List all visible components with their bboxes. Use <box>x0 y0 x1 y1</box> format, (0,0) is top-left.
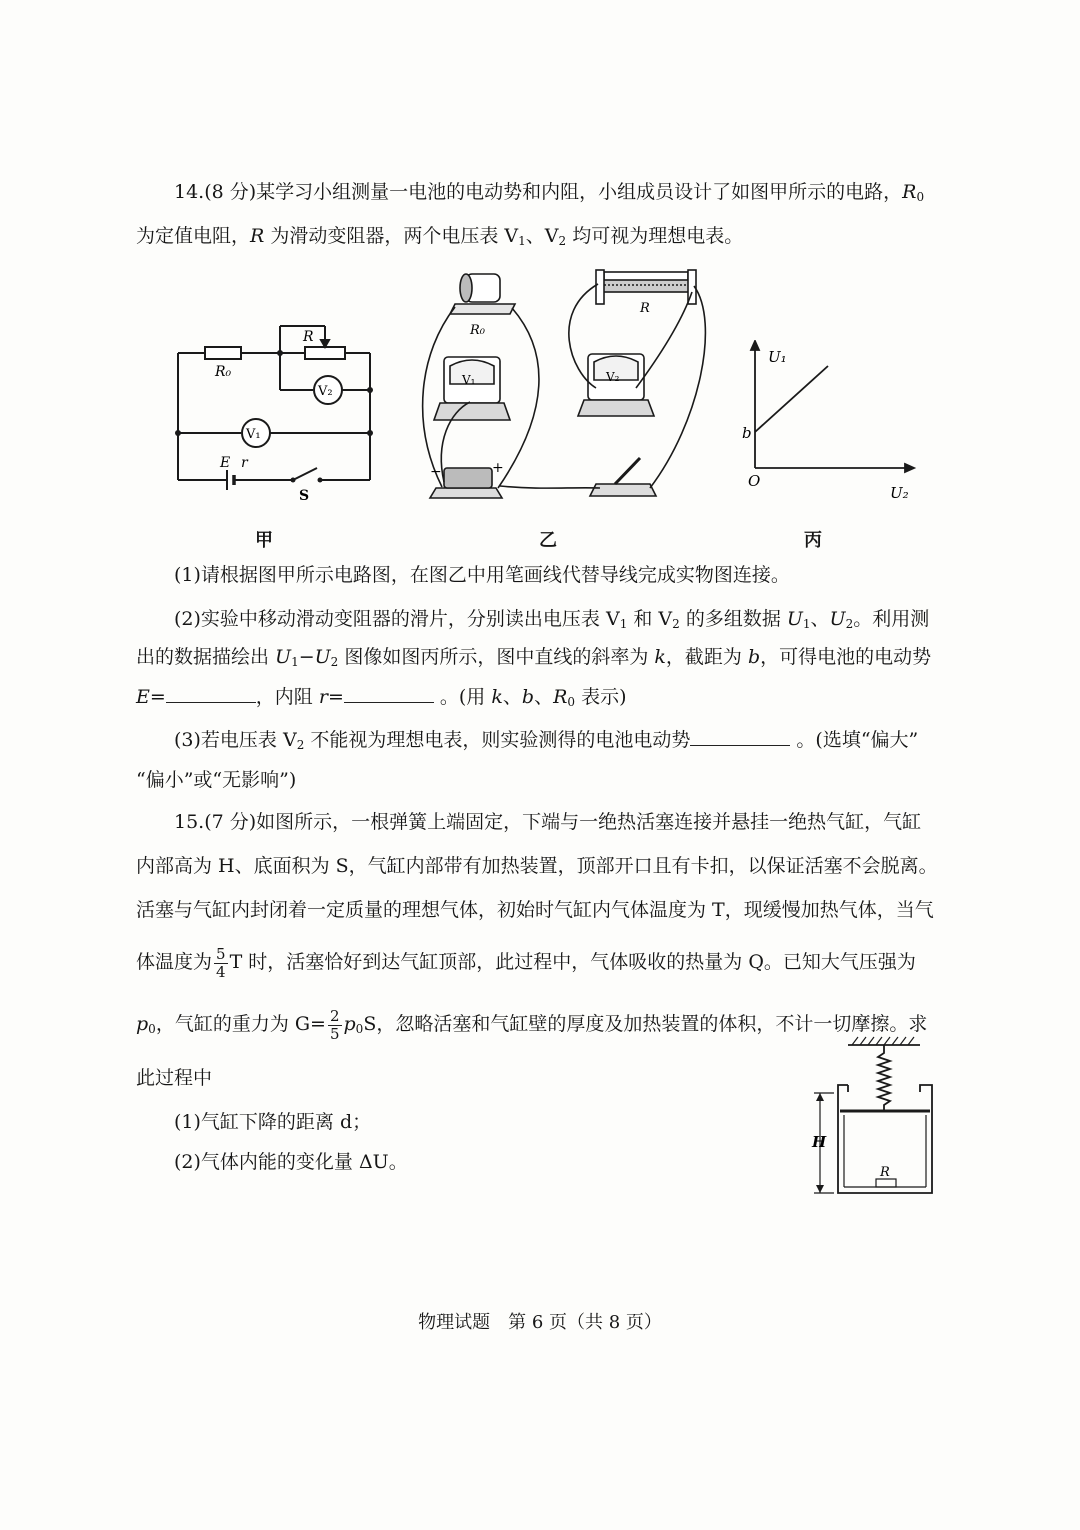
q15-stem-line3: 活塞与气缸内封闭着一定质量的理想气体，初始时气缸内气体温度为 T，现缓慢加热气体，当气 <box>136 899 934 921</box>
caption-yi: 乙 <box>539 530 557 551</box>
label-yi-r: R <box>640 301 650 316</box>
label-e: E <box>220 455 231 471</box>
graph-bing <box>740 340 920 510</box>
circuit-diagram-jia <box>165 310 385 510</box>
caption-jia: 甲 <box>255 530 273 551</box>
label-s: S <box>299 488 310 504</box>
label-yi-v1: V₁ <box>462 373 476 387</box>
q15-part1: (1)气缸下降的距离 d； <box>174 1111 372 1133</box>
q15-stem-line1: 15.(7 分)如图所示，一根弹簧上端固定，下端与一绝热活塞连接并悬挂一绝热气缸，气缸 <box>174 811 922 833</box>
q15-stem-line2: 内部高为 H、底面积为 S，气缸内部带有加热装置，顶部开口且有卡扣，以保证活塞不会脱离。 <box>136 855 938 877</box>
label-small-r: r <box>241 455 248 471</box>
q14-stem-line2: 为定值电阻，R 为滑动变阻器，两个电压表 $V_1$、$V_2$ 均可视为理想电表。 <box>136 225 744 248</box>
label-v2: V₂ <box>318 384 333 399</box>
q15-part2: (2)气体内能的变化量 ΔU。 <box>174 1151 408 1173</box>
label-u1: U₁ <box>768 348 787 366</box>
q14-part3-line2: “偏小”或“无影响”) <box>136 769 297 791</box>
label-o: O <box>748 472 761 490</box>
q14-part1: (1)请根据图甲所示电路图，在图乙中用笔画线代替导线完成实物图连接。 <box>174 564 790 586</box>
label-yi-r0: R₀ <box>470 323 485 338</box>
q14-part2-line3: E= ，内阻 r= 。(用 k、b、$R_0$ 表示) <box>136 686 627 709</box>
label-yi-v2: V₂ <box>606 370 620 384</box>
answer-blank-r[interactable] <box>344 684 434 703</box>
q14-part3-line1: (3)若电压表 $V_2$ 不能视为理想电表，则实验测得的电池电动势 。(选填“偏大” <box>174 729 919 752</box>
label-u2: U₂ <box>890 484 909 502</box>
label-yi-plus: + <box>492 460 504 476</box>
caption-bing: 丙 <box>804 530 822 551</box>
cylinder-figure <box>808 1035 958 1205</box>
q14-stem-line1: 14.(8 分)某学习小组测量一电池的电动势和内阻，小组成员设计了如图甲所示的电路，$R_0$ <box>174 181 925 204</box>
label-b: b <box>742 424 752 442</box>
label-yi-minus: − <box>430 464 442 480</box>
page-footer: 物理试题 第 6 页（共 8 页） <box>418 1312 662 1333</box>
q15-stem-line4: 体温度为 $\frac{5}{4}$ T 时，活塞恰好到达气缸顶部，此过程中，气体吸收的热量为 Q。已知大气压强为 <box>136 944 916 981</box>
answer-blank-emf-bias[interactable] <box>690 727 790 746</box>
answer-blank-e[interactable] <box>166 684 256 703</box>
q14-part2-line1: (2)实验中移动滑动变阻器的滑片，分别读出电压表 $V_1$ 和 $V_2$ 的多组数据 $U_1$、$U_2$。利用测 <box>174 608 930 631</box>
q14-part2-line2: 出的数据描绘出 $U_1-U_2$ 图像如图丙所示，图中直线的斜率为 k，截距为 b，可得电池的电动势 <box>136 646 932 669</box>
label-r0: R₀ <box>215 364 232 380</box>
apparatus-diagram-yi <box>400 262 720 502</box>
label-r: R <box>303 329 314 345</box>
label-h: H <box>812 1133 827 1151</box>
label-v1: V₁ <box>246 427 261 442</box>
q15-stem-line6: 此过程中 <box>136 1067 213 1089</box>
label-heater-r: R <box>880 1165 890 1180</box>
q15-stem-line5: $p_0$，气缸的重力为 G= $\frac{2}{5}$ $p_0S$，忽略活塞和气缸壁的厚度及加热装置的体积，不计一切摩擦。求 <box>136 1006 928 1043</box>
